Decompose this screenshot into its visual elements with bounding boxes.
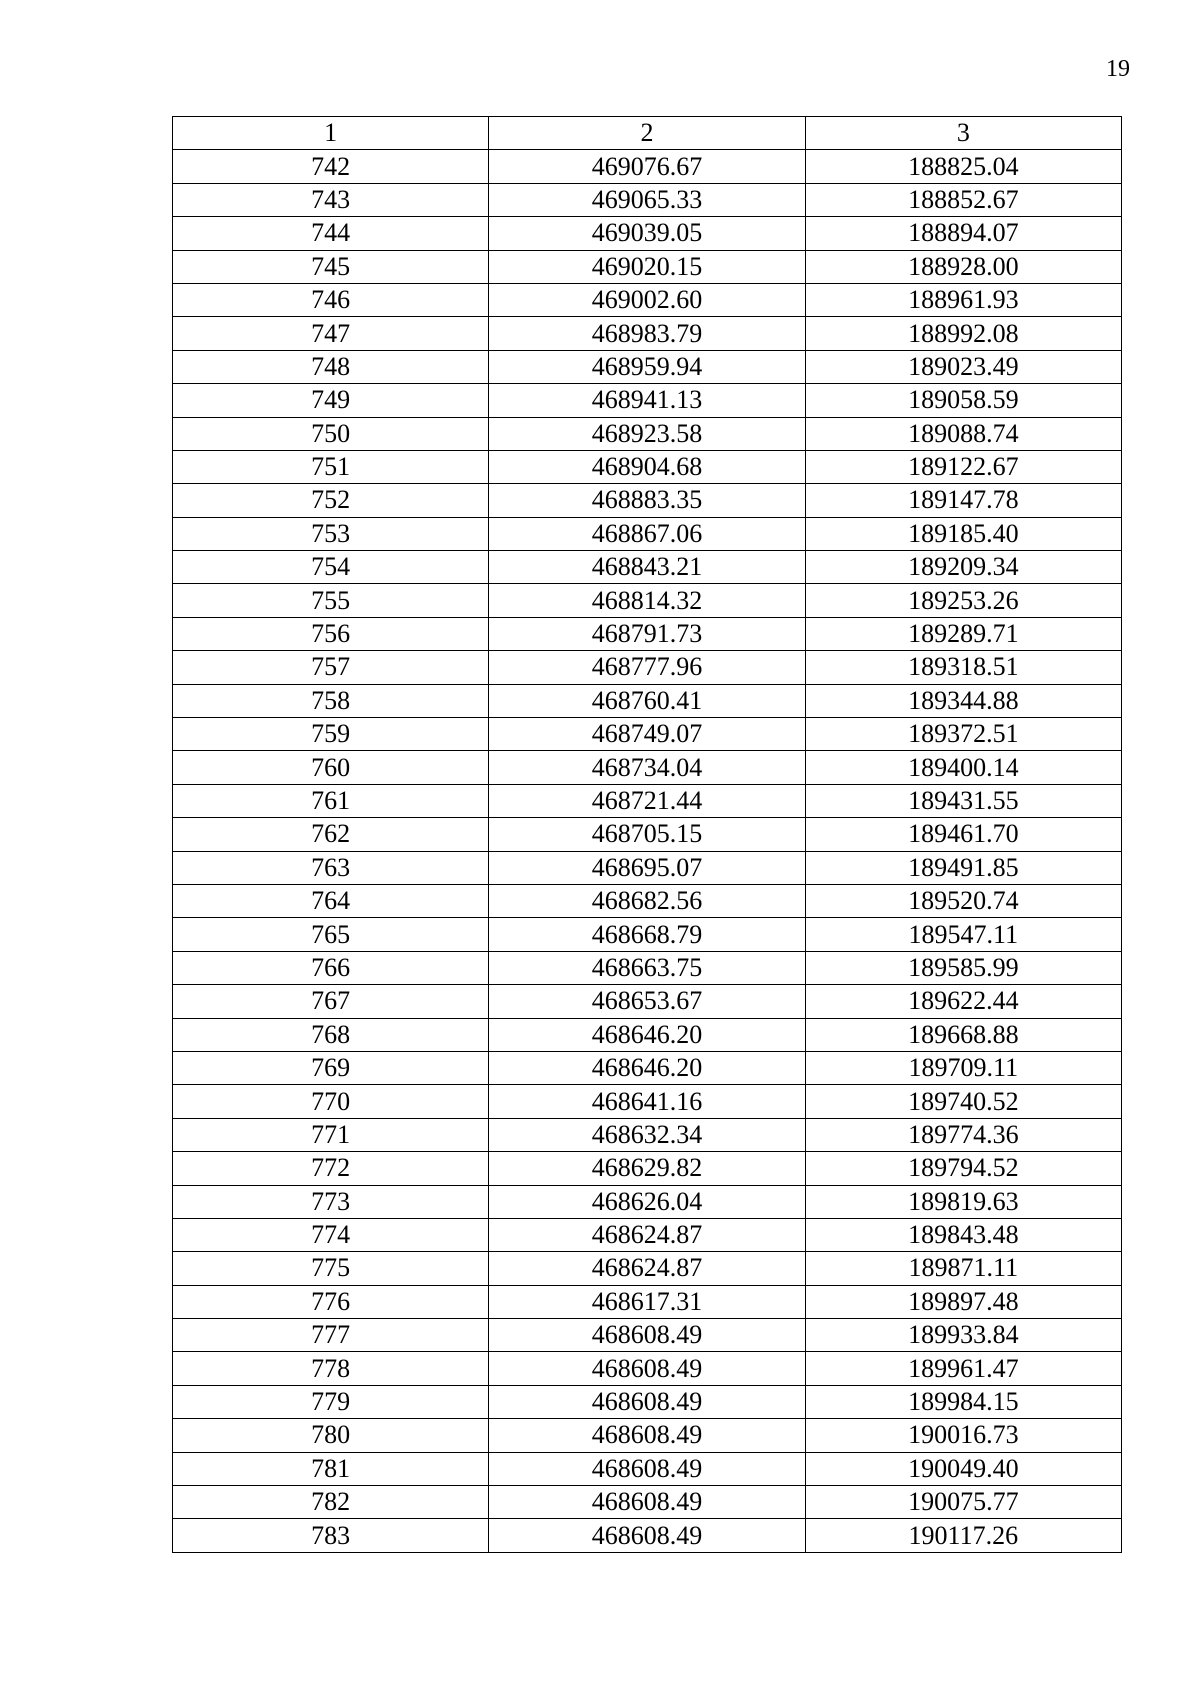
table-row [173,651,1122,684]
table-row [173,384,1122,417]
header-cell-2: 2 [489,117,805,150]
table-row [173,183,1122,216]
x-coordinate-cell: 468668.79 [489,918,805,951]
y-coordinate-cell: 189491.85 [805,851,1121,884]
y-coordinate-cell: 189520.74 [805,884,1121,917]
point-number-cell: 778 [173,1352,489,1385]
point-number-cell: 770 [173,1085,489,1118]
x-coordinate-cell: 468734.04 [489,751,805,784]
y-coordinate-cell: 189622.44 [805,985,1121,1018]
point-number-cell: 747 [173,317,489,350]
table-row [173,1152,1122,1185]
y-coordinate-cell: 189185.40 [805,517,1121,550]
y-coordinate-cell: 189461.70 [805,818,1121,851]
y-coordinate-cell: 189344.88 [805,684,1121,717]
x-coordinate-cell: 469076.67 [489,150,805,183]
x-coordinate-cell: 468760.41 [489,684,805,717]
y-coordinate-cell: 189740.52 [805,1085,1121,1118]
point-number-cell: 754 [173,551,489,584]
table-row [173,1519,1122,1552]
y-coordinate-cell: 190016.73 [805,1419,1121,1452]
point-number-cell: 749 [173,384,489,417]
x-coordinate-cell: 469020.15 [489,250,805,283]
x-coordinate-cell: 468923.58 [489,417,805,450]
table-row [173,751,1122,784]
x-coordinate-cell: 468695.07 [489,851,805,884]
x-coordinate-cell: 468867.06 [489,517,805,550]
table-row [173,584,1122,617]
y-coordinate-cell: 190117.26 [805,1519,1121,1552]
point-number-cell: 757 [173,651,489,684]
point-number-cell: 744 [173,217,489,250]
y-coordinate-cell: 188894.07 [805,217,1121,250]
page-number: 19 [1106,56,1130,82]
x-coordinate-cell: 468959.94 [489,350,805,383]
x-coordinate-cell: 468608.49 [489,1452,805,1485]
y-coordinate-cell: 189897.48 [805,1285,1121,1318]
table-row [173,417,1122,450]
point-number-cell: 761 [173,784,489,817]
point-number-cell: 775 [173,1252,489,1285]
point-number-cell: 752 [173,484,489,517]
x-coordinate-cell: 468791.73 [489,617,805,650]
x-coordinate-cell: 468705.15 [489,818,805,851]
point-number-cell: 777 [173,1319,489,1352]
point-number-cell: 742 [173,150,489,183]
point-number-cell: 764 [173,884,489,917]
point-number-cell: 758 [173,684,489,717]
point-number-cell: 756 [173,617,489,650]
table-row [173,1285,1122,1318]
point-number-cell: 779 [173,1385,489,1418]
table-row [173,450,1122,483]
table-row [173,484,1122,517]
x-coordinate-cell: 468608.49 [489,1486,805,1519]
y-coordinate-cell: 189400.14 [805,751,1121,784]
table-row [173,851,1122,884]
y-coordinate-cell: 189961.47 [805,1352,1121,1385]
table-row [173,918,1122,951]
table-row [173,1319,1122,1352]
table-row [173,1018,1122,1051]
x-coordinate-cell: 468624.87 [489,1252,805,1285]
x-coordinate-cell: 469039.05 [489,217,805,250]
table-row [173,951,1122,984]
y-coordinate-cell: 189794.52 [805,1152,1121,1185]
x-coordinate-cell: 469065.33 [489,183,805,216]
x-coordinate-cell: 468608.49 [489,1352,805,1385]
x-coordinate-cell: 468814.32 [489,584,805,617]
point-number-cell: 753 [173,517,489,550]
y-coordinate-cell: 189058.59 [805,384,1121,417]
x-coordinate-cell: 468721.44 [489,784,805,817]
point-number-cell: 765 [173,918,489,951]
x-coordinate-cell: 468682.56 [489,884,805,917]
x-coordinate-cell: 468632.34 [489,1118,805,1151]
point-number-cell: 751 [173,450,489,483]
header-cell-1: 1 [173,117,489,150]
x-coordinate-cell: 468983.79 [489,317,805,350]
x-coordinate-cell: 468663.75 [489,951,805,984]
table-row [173,617,1122,650]
table-row [173,1085,1122,1118]
point-number-cell: 766 [173,951,489,984]
x-coordinate-cell: 468626.04 [489,1185,805,1218]
y-coordinate-cell: 189431.55 [805,784,1121,817]
y-coordinate-cell: 189372.51 [805,718,1121,751]
y-coordinate-cell: 189122.67 [805,450,1121,483]
y-coordinate-cell: 189209.34 [805,551,1121,584]
coordinates-table [172,116,1122,1553]
x-coordinate-cell: 468608.49 [489,1519,805,1552]
y-coordinate-cell: 189668.88 [805,1018,1121,1051]
y-coordinate-cell: 189318.51 [805,651,1121,684]
table-row [173,250,1122,283]
table-row [173,1252,1122,1285]
point-number-cell: 755 [173,584,489,617]
point-number-cell: 769 [173,1051,489,1084]
y-coordinate-cell: 189843.48 [805,1218,1121,1251]
point-number-cell: 763 [173,851,489,884]
table-row [173,1352,1122,1385]
x-coordinate-cell: 468777.96 [489,651,805,684]
point-number-cell: 760 [173,751,489,784]
point-number-cell: 781 [173,1452,489,1485]
table-row [173,718,1122,751]
point-number-cell: 776 [173,1285,489,1318]
x-coordinate-cell: 468646.20 [489,1051,805,1084]
x-coordinate-cell: 468749.07 [489,718,805,751]
y-coordinate-cell: 189819.63 [805,1185,1121,1218]
point-number-cell: 750 [173,417,489,450]
table-row [173,884,1122,917]
table-row [173,150,1122,183]
table-row [173,317,1122,350]
x-coordinate-cell: 468608.49 [489,1419,805,1452]
x-coordinate-cell: 468617.31 [489,1285,805,1318]
y-coordinate-cell: 189871.11 [805,1252,1121,1285]
table-row [173,985,1122,1018]
table-row [173,1419,1122,1452]
y-coordinate-cell: 189253.26 [805,584,1121,617]
y-coordinate-cell: 190075.77 [805,1486,1121,1519]
point-number-cell: 767 [173,985,489,1018]
x-coordinate-cell: 469002.60 [489,283,805,316]
table-body [173,117,1122,1553]
point-number-cell: 780 [173,1419,489,1452]
table-row [173,517,1122,550]
table-header-row [173,117,1122,150]
point-number-cell: 772 [173,1152,489,1185]
y-coordinate-cell: 189774.36 [805,1118,1121,1151]
x-coordinate-cell: 468608.49 [489,1385,805,1418]
y-coordinate-cell: 188961.93 [805,283,1121,316]
x-coordinate-cell: 468904.68 [489,450,805,483]
point-number-cell: 743 [173,183,489,216]
point-number-cell: 762 [173,818,489,851]
table-row [173,350,1122,383]
x-coordinate-cell: 468653.67 [489,985,805,1018]
y-coordinate-cell: 189984.15 [805,1385,1121,1418]
table-row [173,1218,1122,1251]
y-coordinate-cell: 188825.04 [805,150,1121,183]
y-coordinate-cell: 189088.74 [805,417,1121,450]
x-coordinate-cell: 468883.35 [489,484,805,517]
point-number-cell: 768 [173,1018,489,1051]
table-row [173,684,1122,717]
table-row [173,1486,1122,1519]
table-row [173,283,1122,316]
x-coordinate-cell: 468629.82 [489,1152,805,1185]
x-coordinate-cell: 468641.16 [489,1085,805,1118]
x-coordinate-cell: 468646.20 [489,1018,805,1051]
table-row [173,551,1122,584]
y-coordinate-cell: 189023.49 [805,350,1121,383]
y-coordinate-cell: 189289.71 [805,617,1121,650]
point-number-cell: 771 [173,1118,489,1151]
x-coordinate-cell: 468624.87 [489,1218,805,1251]
y-coordinate-cell: 188992.08 [805,317,1121,350]
point-number-cell: 773 [173,1185,489,1218]
header-cell-3: 3 [805,117,1121,150]
point-number-cell: 774 [173,1218,489,1251]
x-coordinate-cell: 468843.21 [489,551,805,584]
table-row [173,1185,1122,1218]
x-coordinate-cell: 468608.49 [489,1319,805,1352]
y-coordinate-cell: 189709.11 [805,1051,1121,1084]
point-number-cell: 748 [173,350,489,383]
table-row [173,1051,1122,1084]
table-row [173,1452,1122,1485]
point-number-cell: 745 [173,250,489,283]
point-number-cell: 782 [173,1486,489,1519]
point-number-cell: 759 [173,718,489,751]
y-coordinate-cell: 189933.84 [805,1319,1121,1352]
x-coordinate-cell: 468941.13 [489,384,805,417]
y-coordinate-cell: 188852.67 [805,183,1121,216]
table-row [173,818,1122,851]
point-number-cell: 746 [173,283,489,316]
table-row [173,1118,1122,1151]
y-coordinate-cell: 188928.00 [805,250,1121,283]
table-row [173,784,1122,817]
table-row [173,217,1122,250]
y-coordinate-cell: 189585.99 [805,951,1121,984]
y-coordinate-cell: 189547.11 [805,918,1121,951]
table-row [173,1385,1122,1418]
point-number-cell: 783 [173,1519,489,1552]
y-coordinate-cell: 190049.40 [805,1452,1121,1485]
y-coordinate-cell: 189147.78 [805,484,1121,517]
